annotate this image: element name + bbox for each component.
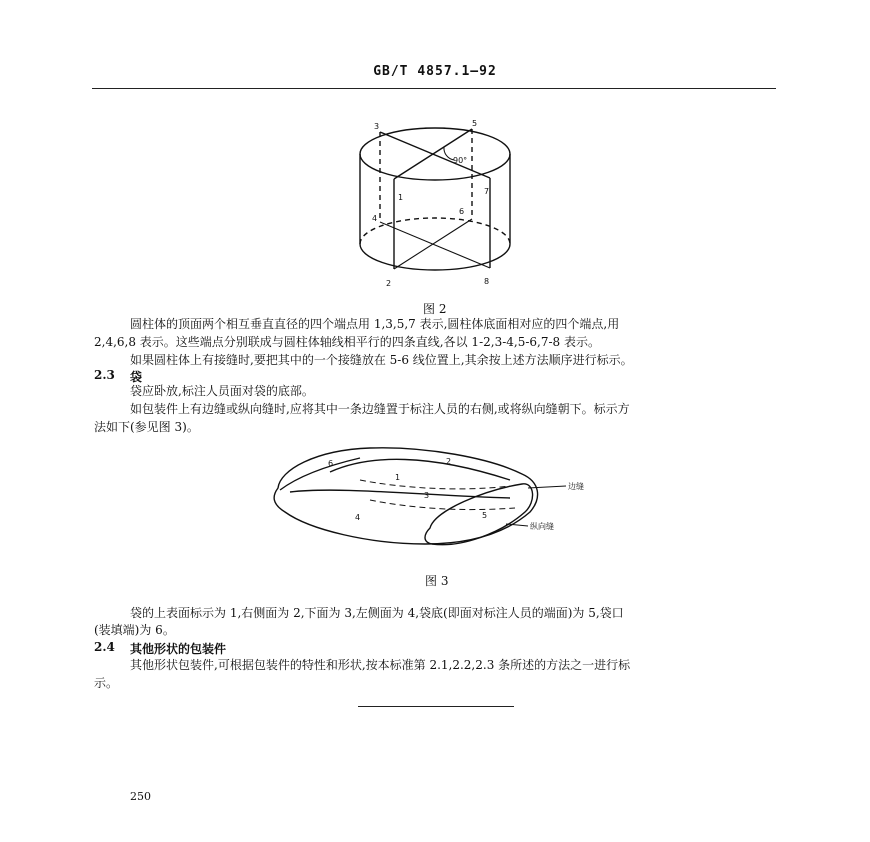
paragraph-5-line-2: (装填端)为 6。: [94, 623, 175, 637]
face-label-6: 6: [328, 459, 334, 468]
cylinder-bottom-back-arc: [360, 218, 510, 244]
point-label-2: 2: [386, 279, 392, 288]
figure-3-caption: 图 3: [425, 574, 449, 588]
paragraph-6-line-1: 其他形状包装件,可根据包装件的特性和形状,按本标准第 2.1,2.2,2.3 条所述的方法之一进行标: [130, 658, 631, 672]
point-label-5: 5: [472, 119, 478, 128]
point-label-1: 1: [398, 193, 404, 202]
top-diameter-3-8: [380, 132, 490, 178]
bottom-diagonal-a: [380, 222, 490, 268]
bottom-diagonal-b: [394, 219, 472, 269]
section-2-3-number: 2.3: [94, 368, 115, 382]
paragraph-6-line-2: 示。: [94, 676, 119, 690]
point-label-6: 6: [459, 207, 465, 216]
paragraph-4-line-2: 法如下(参见图 3)。: [94, 420, 199, 434]
header-rule: [92, 88, 776, 89]
face-label-5: 5: [482, 511, 488, 520]
edge-seam-label: 边缝: [568, 482, 584, 491]
lower-seam: [370, 500, 515, 510]
section-2-3-title: 袋: [130, 370, 143, 384]
page-number: 250: [130, 790, 151, 803]
paragraph-3: 袋应卧放,标注人员面对袋的底部。: [130, 384, 314, 398]
paragraph-2: 如果圆柱体上有接缝时,要把其中的一个接缝放在 5-6 线位置上,其余按上述方法顺序进行标示。: [130, 353, 633, 367]
point-label-8: 8: [484, 277, 490, 286]
cylinder-bottom-front-arc: [360, 244, 510, 270]
long-seam-label: 纵向缝: [530, 522, 554, 531]
long-seam: [360, 480, 510, 489]
end-rule: [358, 706, 514, 707]
angle-label: 90°: [453, 156, 468, 165]
point-label-7: 7: [484, 187, 490, 196]
figure-2-cylinder: [350, 116, 520, 296]
point-label-4: 4: [372, 214, 378, 223]
top-diameter-5-2: [394, 129, 472, 179]
face-label-1: 1: [395, 473, 401, 482]
figure-3-bag: [260, 440, 590, 558]
paragraph-4-line-1: 如包装件上有边缝或纵向缝时,应将其中一条边缝置于标注人员的右侧,或将纵向缝朝下。标示方: [130, 402, 630, 416]
section-2-4-title: 其他形状的包装件: [130, 642, 227, 656]
face-label-4: 4: [355, 513, 361, 522]
paragraph-1-line-1: 圆柱体的顶面两个相互垂直直径的四个端点用 1,3,5,7 表示,圆柱体底面相对应的四个端点,用: [130, 317, 620, 331]
standard-code-header: GB/T 4857.1—92: [373, 64, 497, 79]
section-2-4-number: 2.4: [94, 640, 115, 654]
paragraph-1-line-2: 2,4,6,8 表示。这些端点分别联成与圆柱体轴线相平行的四条直线,各以 1-2,3-4,5-6,7-8 表示。: [94, 335, 600, 349]
figure-2-caption: 图 2: [423, 302, 447, 316]
face-label-3: 3: [424, 491, 430, 500]
bag-top-back-edge: [330, 459, 510, 480]
bag-mouth-end-face: [280, 458, 360, 490]
point-label-3: 3: [374, 122, 380, 131]
edge-seam-leader: [528, 486, 566, 488]
bag-bottom-end-face: [425, 484, 533, 545]
cylinder-top-ellipse: [360, 128, 510, 180]
face-label-2: 2: [446, 457, 452, 466]
paragraph-5-line-1: 袋的上表面标示为 1,右侧面为 2,下面为 3,左侧面为 4,袋底(即面对标注人员的端面)为 5,袋口: [130, 606, 624, 620]
